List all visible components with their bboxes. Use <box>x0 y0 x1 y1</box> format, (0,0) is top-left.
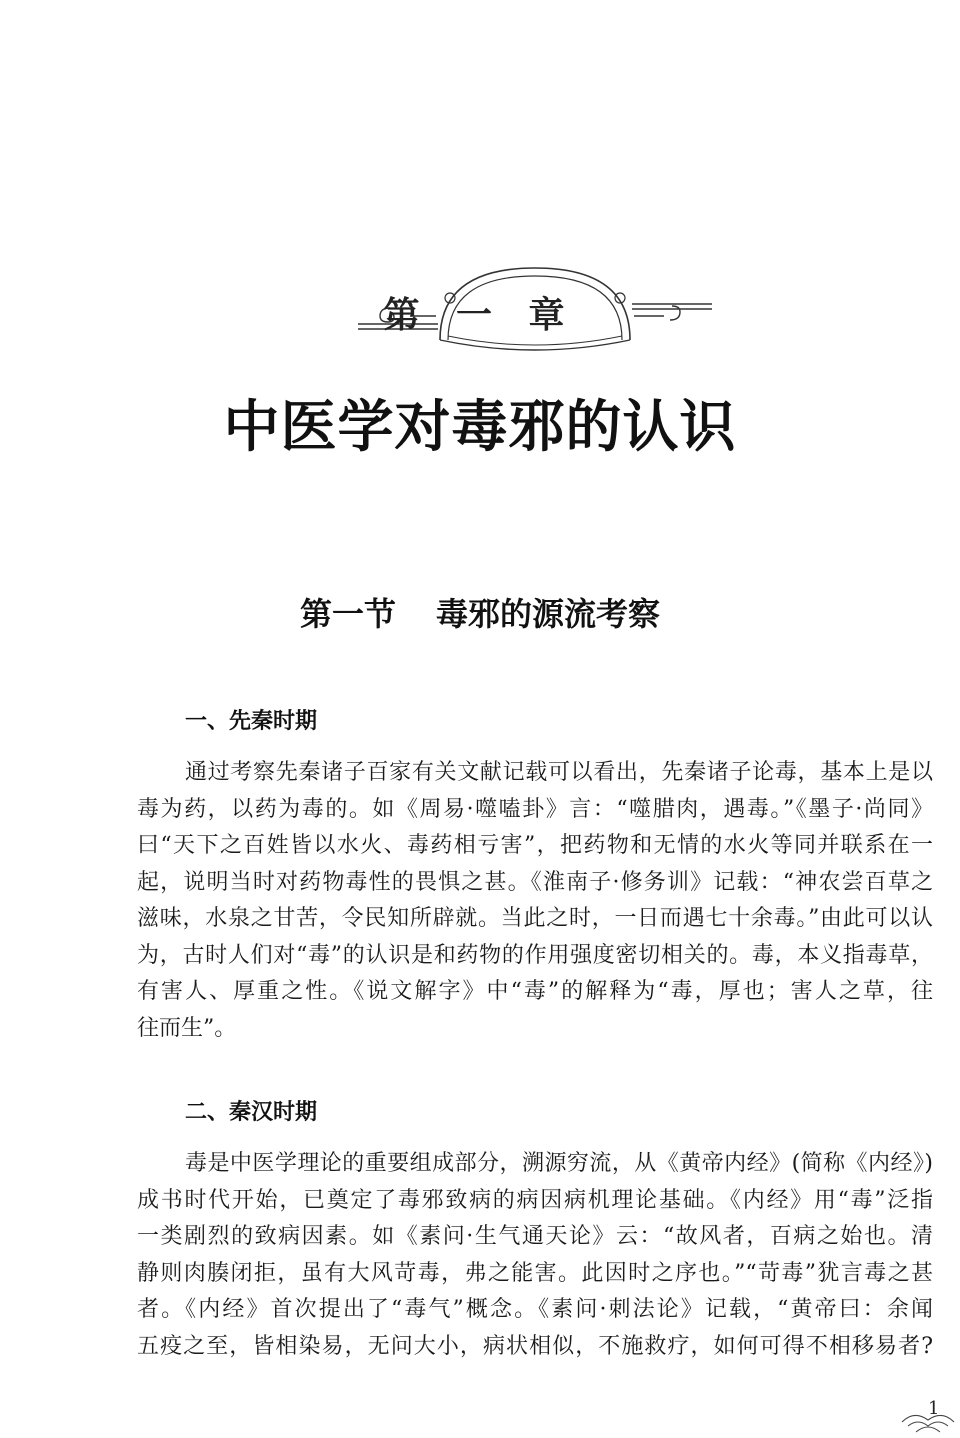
paragraph <box>137 755 933 1047</box>
page-number: 1 <box>928 1398 940 1419</box>
paragraph-line: 静则肉腠闭拒，虽有大风苛毒，弗之能害。此因时之序也。”“苛毒”犹言毒之甚 <box>137 1260 933 1286</box>
paragraph-line: 有害人、厚重之性。《说文解字》中“毒”的解释为“毒，厚也；害人之草，往 <box>137 979 933 1004</box>
paragraph-line: 曰“天下之百姓皆以水火、毒药相亏害”，把药物和无情的水火等同并联系在一 <box>137 833 933 858</box>
paragraph-line: 滋味，水泉之甘苦，令民知所辟就。当此之时，一日而遇七十余毒。”由此可以认 <box>137 906 933 931</box>
paragraph-line: 五疫之至，皆相染易，无问大小，病状相似，不施救疗，如何可得不相移易者? <box>137 1333 933 1359</box>
paragraph-line: 往而生”。 <box>137 1015 237 1041</box>
paragraph-line: 通过考察先秦诸子百家有关文献记载可以看出，先秦诸子论毒，基本上是以 <box>185 760 933 785</box>
subsection-heading: 二、秦汉时期 <box>185 1100 318 1125</box>
chapter-label: 第 一 章 <box>383 295 577 336</box>
section-number: 第一节 <box>299 595 396 633</box>
chapter-title: 中医学对毒邪的认识 <box>223 395 737 460</box>
paragraph-line: 者。《内经》首次提出了“毒气”概念。《素问·刺法论》记载，“黄帝曰：余闻 <box>137 1297 933 1322</box>
paragraph-line: 成书时代开始，已奠定了毒邪致病的病因病机理论基础。《内经》用“毒”泛指 <box>137 1187 933 1213</box>
paragraph-line: 毒是中医学理论的重要组成部分，溯源穷流，从《黄帝内经》(简称《内经》) <box>185 1151 933 1176</box>
section-name: 毒邪的源流考察 <box>436 595 661 633</box>
paragraph-line: 为，古时人们对“毒”的认识是和药物的作用强度密切相关的。毒，本义指毒草， <box>137 942 933 968</box>
paragraph <box>137 1146 933 1365</box>
paragraph-line: 起，说明当时对药物毒性的畏惧之甚。《淮南子·修务训》记载：“神农尝百草之 <box>137 869 933 895</box>
paragraph-line: 毒为药，以药为毒的。如《周易·噬嗑卦》言：“噬腊肉，遇毒。”《墨子·尚同》 <box>137 796 933 822</box>
section-title <box>0 592 960 636</box>
paragraph-line: 一类剧烈的致病因素。如《素问·生气通天论》云：“故风者，百病之始也。清 <box>137 1224 933 1249</box>
subsection-heading: 一、先秦时期 <box>185 709 318 734</box>
